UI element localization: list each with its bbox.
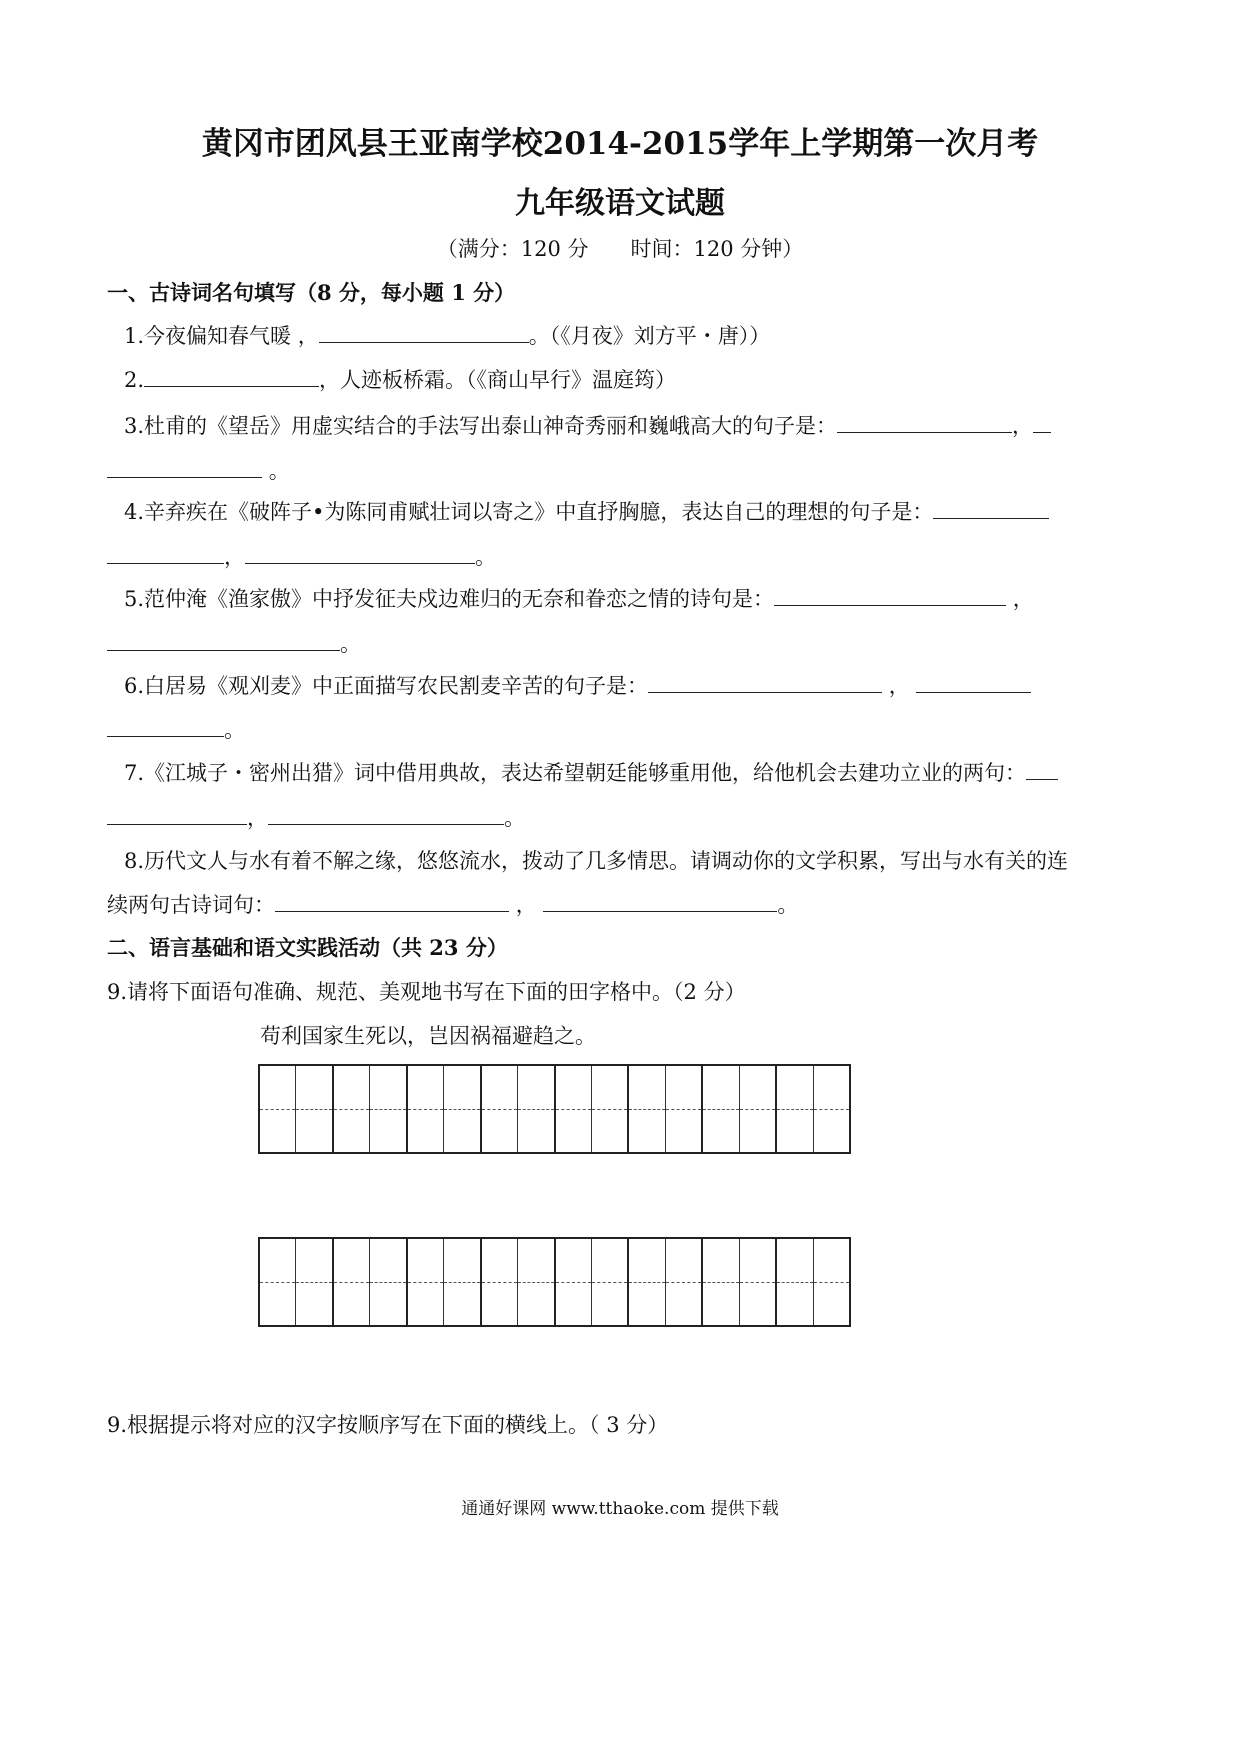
q4-blank-1[interactable] bbox=[107, 545, 224, 564]
q4-comma: ， bbox=[224, 545, 245, 569]
q8-text: 8.历代文人与水有着不解之缘，悠悠流水，拨动了几多情思。请调动你的文学积累，写出与水有关的连 bbox=[124, 849, 1069, 873]
question-3-cont bbox=[107, 455, 290, 485]
grid-cell[interactable] bbox=[369, 1239, 405, 1325]
q4-period: 。 bbox=[475, 545, 496, 569]
grid-cell[interactable] bbox=[554, 1066, 591, 1152]
q7-blank-1[interactable] bbox=[107, 806, 247, 825]
question-1 bbox=[124, 320, 770, 350]
q3-period: 。 bbox=[268, 459, 290, 483]
grid-cell[interactable] bbox=[739, 1239, 775, 1325]
page-footer: 通通好课网 www.tthaoke.com 提供下载 bbox=[461, 1499, 779, 1519]
exam-meta: （满分：120 分 时间：120 分钟） bbox=[436, 237, 804, 261]
q7-blank-1-start[interactable] bbox=[1026, 761, 1058, 780]
question-4-cont bbox=[107, 541, 496, 571]
q7-period: 。 bbox=[504, 806, 525, 830]
grid-cell[interactable] bbox=[813, 1239, 849, 1325]
q3-comma: ， bbox=[1012, 414, 1034, 438]
q8-comma: ， bbox=[515, 893, 537, 917]
grid-cell[interactable] bbox=[739, 1066, 775, 1152]
grid-cell[interactable] bbox=[406, 1239, 443, 1325]
q2-blank[interactable] bbox=[144, 368, 319, 387]
q4-blank-2[interactable] bbox=[245, 545, 475, 564]
exam-subtitle: 九年级语文试题 bbox=[515, 186, 725, 221]
grid-cell[interactable] bbox=[480, 1066, 517, 1152]
q5-comma: ， bbox=[1012, 587, 1034, 611]
grid-cell[interactable] bbox=[775, 1066, 812, 1152]
question-3 bbox=[124, 410, 1051, 440]
q3-blank-2[interactable] bbox=[107, 459, 262, 478]
q1-blank[interactable] bbox=[319, 324, 529, 343]
grid-cell[interactable] bbox=[627, 1066, 664, 1152]
q3-blank-1[interactable] bbox=[837, 414, 1012, 433]
q8-blank-1[interactable] bbox=[275, 893, 509, 912]
grid-cell[interactable] bbox=[443, 1066, 479, 1152]
exam-title: 黄冈市团风县王亚南学校2014-2015学年上学期第一次月考 bbox=[201, 126, 1039, 162]
grid-cell[interactable] bbox=[554, 1239, 591, 1325]
question-4 bbox=[124, 496, 1049, 526]
section1-heading: 一、古诗词名句填写（8 分，每小题 1 分） bbox=[107, 280, 516, 305]
grid-cell[interactable] bbox=[665, 1239, 701, 1325]
grid-cell[interactable] bbox=[591, 1066, 627, 1152]
q2-number: 2. bbox=[124, 368, 145, 392]
grid-cell[interactable] bbox=[701, 1066, 738, 1152]
q5-blank-2[interactable] bbox=[107, 632, 340, 651]
grid-cell[interactable] bbox=[406, 1066, 443, 1152]
question-8 bbox=[124, 845, 1068, 875]
grid-cell[interactable] bbox=[701, 1239, 738, 1325]
q9-sentence: 苟利国家生死以，岂因祸福避趋之。 bbox=[260, 1024, 596, 1048]
q5-text: 5.范仲淹《渔家傲》中抒发征夫戍边难归的无奈和眷恋之情的诗句是： bbox=[124, 587, 775, 611]
q1-text: 1.今夜偏知春气暖 ， bbox=[124, 324, 319, 348]
question-5-cont bbox=[107, 628, 361, 658]
q7-text: 7.《江城子・密州出猎》词中借用典故，表达希望朝廷能够重用他，给他机会去建功立业的两句： bbox=[124, 761, 1027, 785]
tianzige-grid-1[interactable] bbox=[258, 1064, 851, 1154]
question-6-cont bbox=[107, 714, 245, 744]
q6-blank-2-start[interactable] bbox=[916, 674, 1031, 693]
grid-cell[interactable] bbox=[332, 1239, 369, 1325]
grid-cell[interactable] bbox=[369, 1066, 405, 1152]
question-6 bbox=[124, 670, 1031, 700]
grid-cell[interactable] bbox=[591, 1239, 627, 1325]
grid-cell[interactable] bbox=[480, 1239, 517, 1325]
q6-blank-2[interactable] bbox=[107, 718, 224, 737]
grid-cell[interactable] bbox=[295, 1239, 331, 1325]
grid-cell[interactable] bbox=[813, 1066, 849, 1152]
tianzige-grid-2[interactable] bbox=[258, 1237, 851, 1327]
grid-cell[interactable] bbox=[332, 1066, 369, 1152]
q1-source: 。（《月夜》刘方平・唐）） bbox=[528, 324, 771, 348]
grid-cell[interactable] bbox=[443, 1239, 479, 1325]
question-7-cont bbox=[107, 802, 525, 832]
grid-cell[interactable] bbox=[517, 1239, 553, 1325]
q6-text: 6.白居易《观刈麦》中正面描写农民割麦辛苦的句子是： bbox=[124, 674, 649, 698]
question-9b: 9.根据提示将对应的汉字按顺序写在下面的横线上。（ 3 分） bbox=[107, 1413, 669, 1437]
question-5 bbox=[124, 583, 1034, 613]
q8-text-cont: 续两句古诗词句： bbox=[107, 893, 275, 917]
section2-heading: 二、语言基础和语文实践活动（共 23 分） bbox=[107, 935, 508, 960]
q8-period: 。 bbox=[777, 893, 799, 917]
question-2 bbox=[124, 364, 676, 394]
question-8-cont bbox=[107, 889, 798, 919]
q6-blank-1[interactable] bbox=[648, 674, 882, 693]
q3-text: 3.杜甫的《望岳》用虚实结合的手法写出泰山神奇秀丽和巍峨高大的句子是： bbox=[124, 414, 838, 438]
grid-cell[interactable] bbox=[517, 1066, 553, 1152]
q6-period: 。 bbox=[224, 718, 245, 742]
question-7 bbox=[124, 757, 1058, 787]
q7-comma: ， bbox=[247, 806, 268, 830]
grid-cell[interactable] bbox=[665, 1066, 701, 1152]
q4-text: 4.辛弃疾在《破阵子•为陈同甫赋壮词以寄之》中直抒胸臆，表达自己的理想的句子是： bbox=[124, 500, 934, 524]
grid-cell[interactable] bbox=[260, 1239, 295, 1325]
question-9: 9.请将下面语句准确、规范、美观地书写在下面的田字格中。（2 分） bbox=[107, 980, 746, 1004]
q3-blank-2-start[interactable] bbox=[1033, 414, 1051, 433]
q5-blank-1[interactable] bbox=[774, 587, 1006, 606]
q2-text: ，人迹板桥霜。（《商山早行》温庭筠） bbox=[319, 368, 677, 392]
grid-cell[interactable] bbox=[775, 1239, 812, 1325]
q8-blank-2[interactable] bbox=[543, 893, 777, 912]
grid-cell[interactable] bbox=[627, 1239, 664, 1325]
q5-period: 。 bbox=[340, 632, 361, 656]
q7-blank-2[interactable] bbox=[268, 806, 504, 825]
grid-cell[interactable] bbox=[295, 1066, 331, 1152]
grid-cell[interactable] bbox=[260, 1066, 295, 1152]
q4-blank-1-start[interactable] bbox=[933, 500, 1049, 519]
q6-comma: ， bbox=[888, 674, 910, 698]
